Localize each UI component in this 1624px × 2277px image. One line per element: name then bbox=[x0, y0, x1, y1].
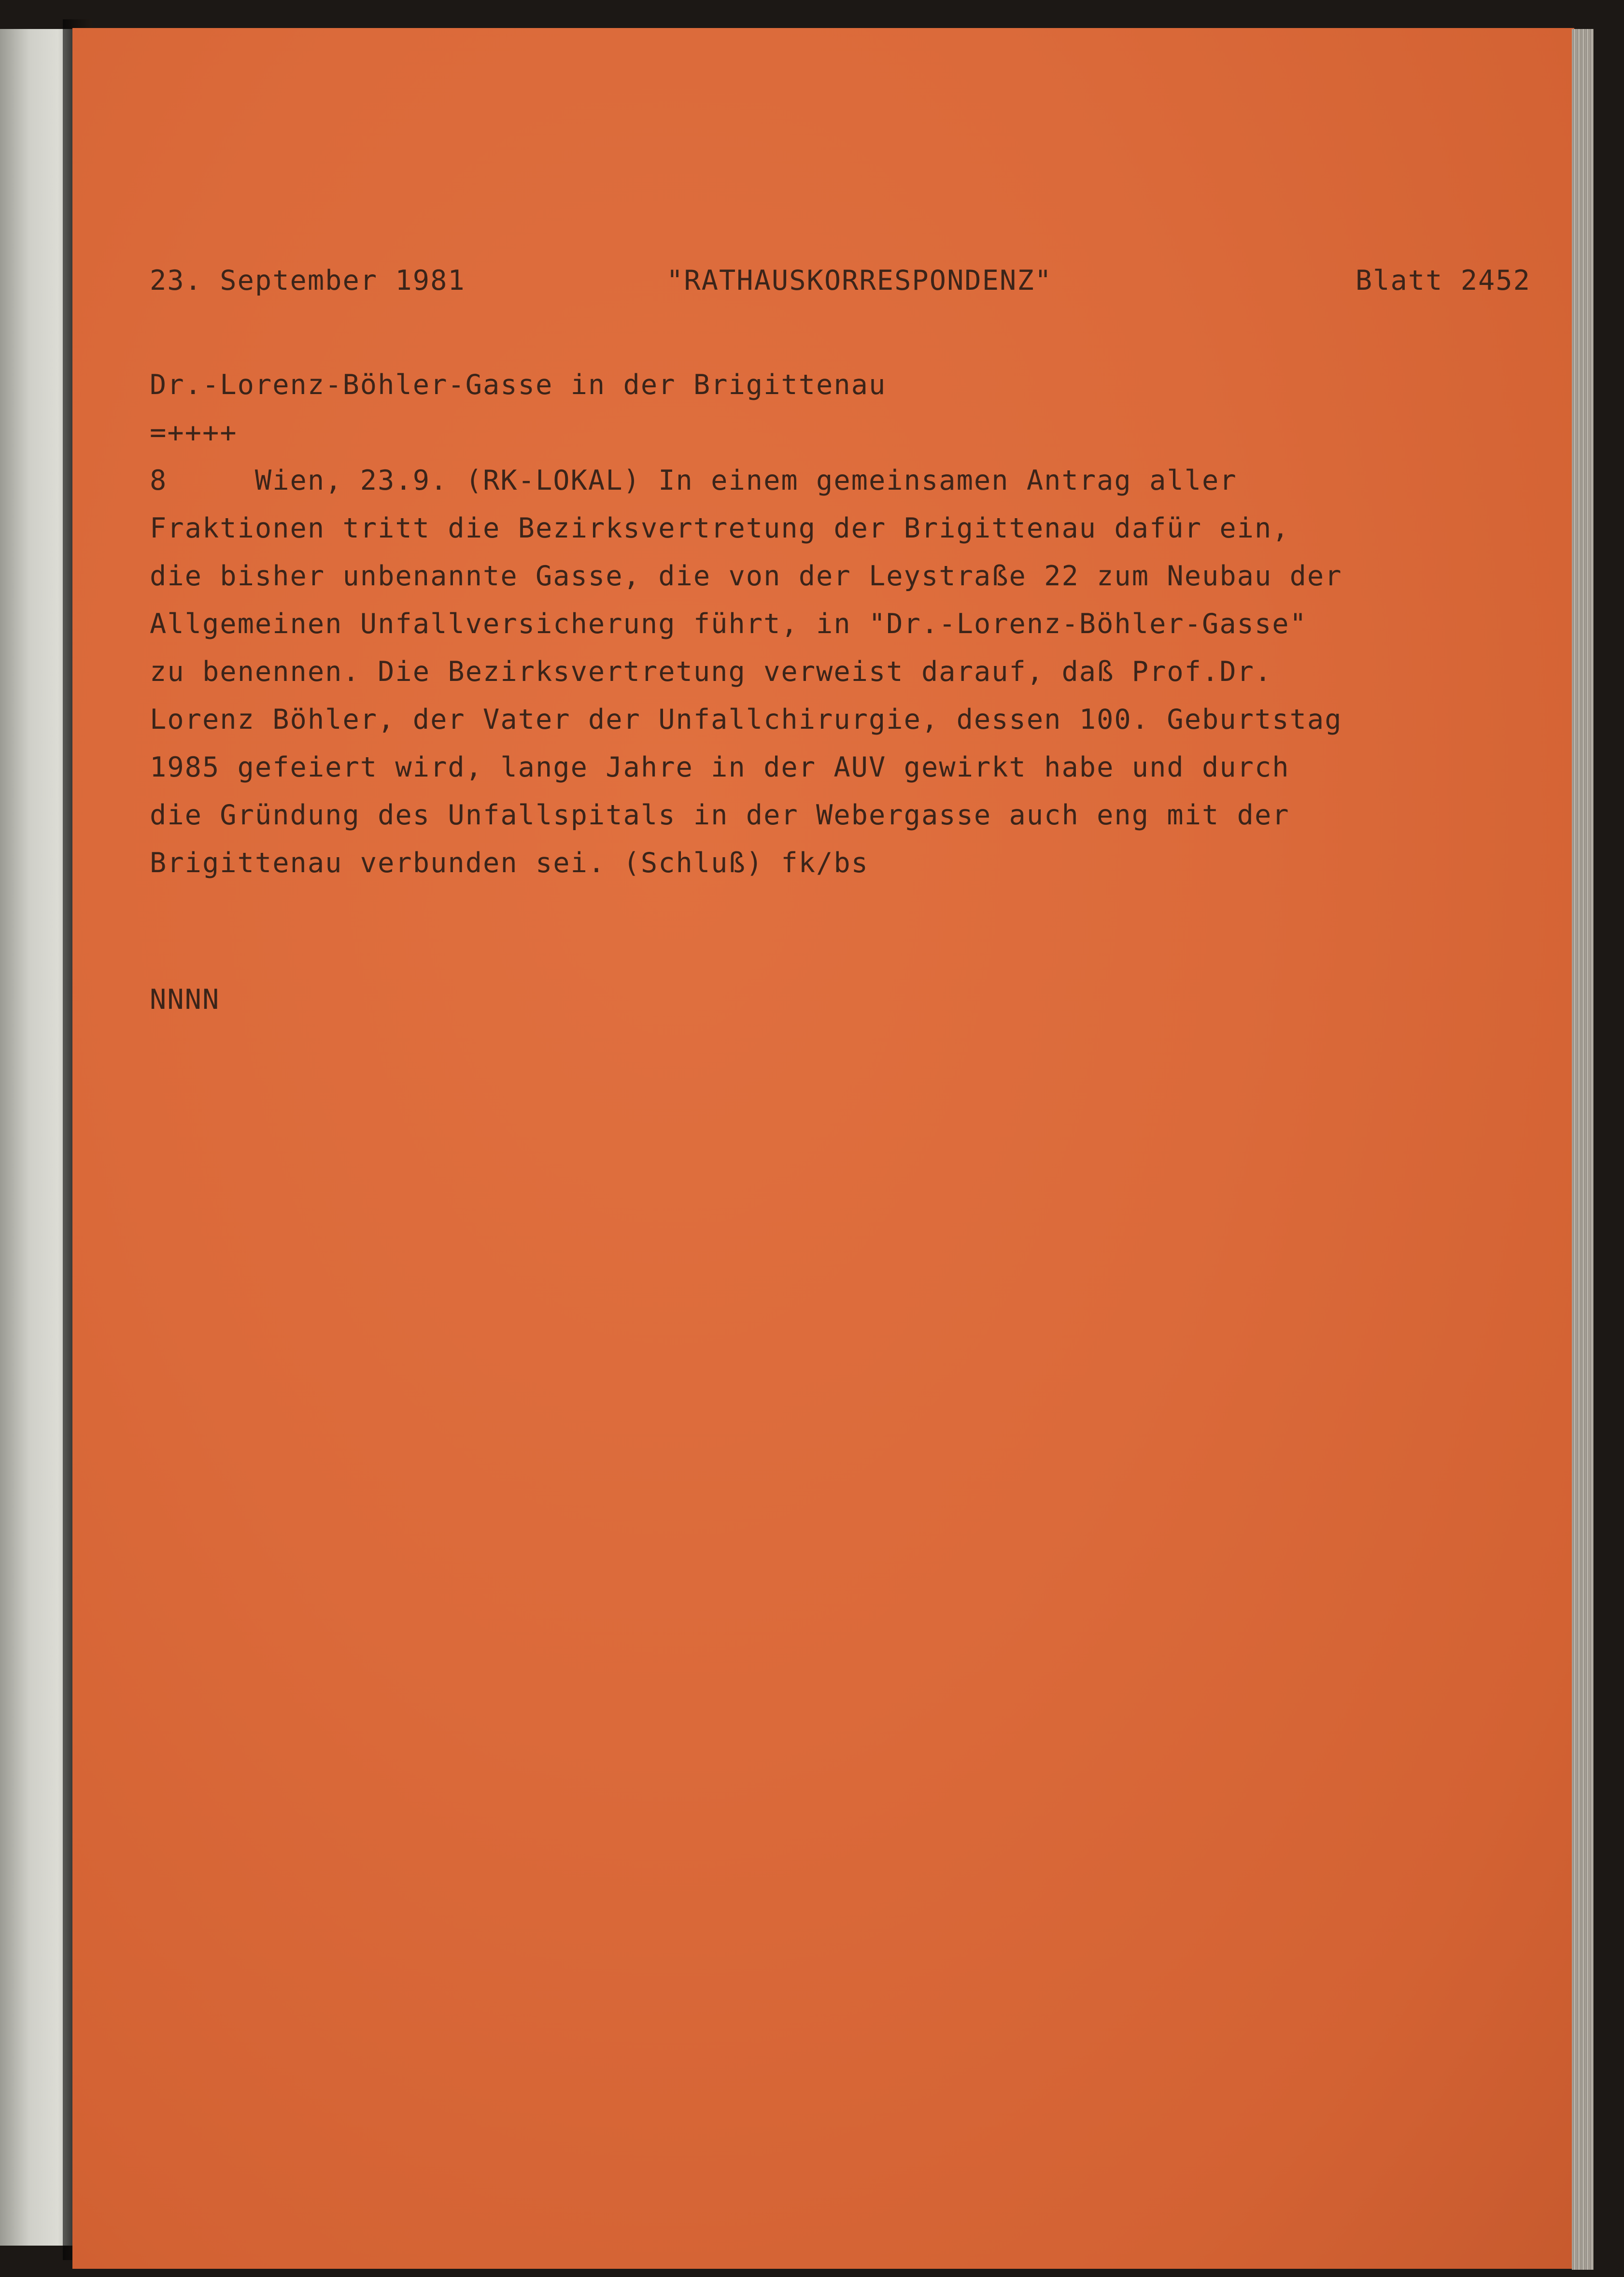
article-line: 1985 gefeiert wird, lange Jahre in der AUV gewirkt habe und durch bbox=[150, 751, 1290, 783]
page-header bbox=[150, 265, 1531, 318]
article-line: 8 Wien, 23.9. (RK-LOKAL) In einem gemeinsamen Antrag aller bbox=[150, 465, 1237, 496]
orange-sheet bbox=[72, 28, 1574, 2269]
article-line: die bisher unbenannte Gasse, die von der Leystraße 22 zum Neubau der bbox=[150, 560, 1342, 592]
header-date: 23. September 1981 bbox=[150, 265, 466, 297]
article-line: Brigittenau verbunden sei. (Schluß) fk/bs bbox=[150, 847, 869, 879]
article-title: Dr.-Lorenz-Böhler-Gasse in der Brigittenau bbox=[150, 369, 887, 401]
article-separator: =++++ bbox=[150, 417, 238, 449]
article-line: Lorenz Böhler, der Vater der Unfallchirurgie, dessen 100. Geburtstag bbox=[150, 704, 1342, 735]
end-mark: NNNN bbox=[150, 984, 220, 1016]
document-body bbox=[150, 265, 1531, 1016]
article-line: die Gründung des Unfallspitals in der Webergasse auch eng mit der bbox=[150, 799, 1290, 831]
article-line: Fraktionen tritt die Bezirksvertretung der Brigittenau dafür ein, bbox=[150, 512, 1290, 544]
article-text bbox=[150, 457, 1531, 887]
header-publication: "RATHAUSKORRESPONDENZ" bbox=[666, 265, 1052, 297]
header-sheet-number: Blatt 2452 bbox=[1355, 265, 1531, 297]
article-line: Allgemeinen Unfallversicherung führt, in "Dr.-Lorenz-Böhler-Gasse" bbox=[150, 608, 1307, 640]
previous-page-edge bbox=[0, 29, 72, 2246]
article-line: zu benennen. Die Bezirksvertretung verweist darauf, daß Prof.Dr. bbox=[150, 656, 1272, 688]
page-stack-edge bbox=[1572, 29, 1594, 2270]
